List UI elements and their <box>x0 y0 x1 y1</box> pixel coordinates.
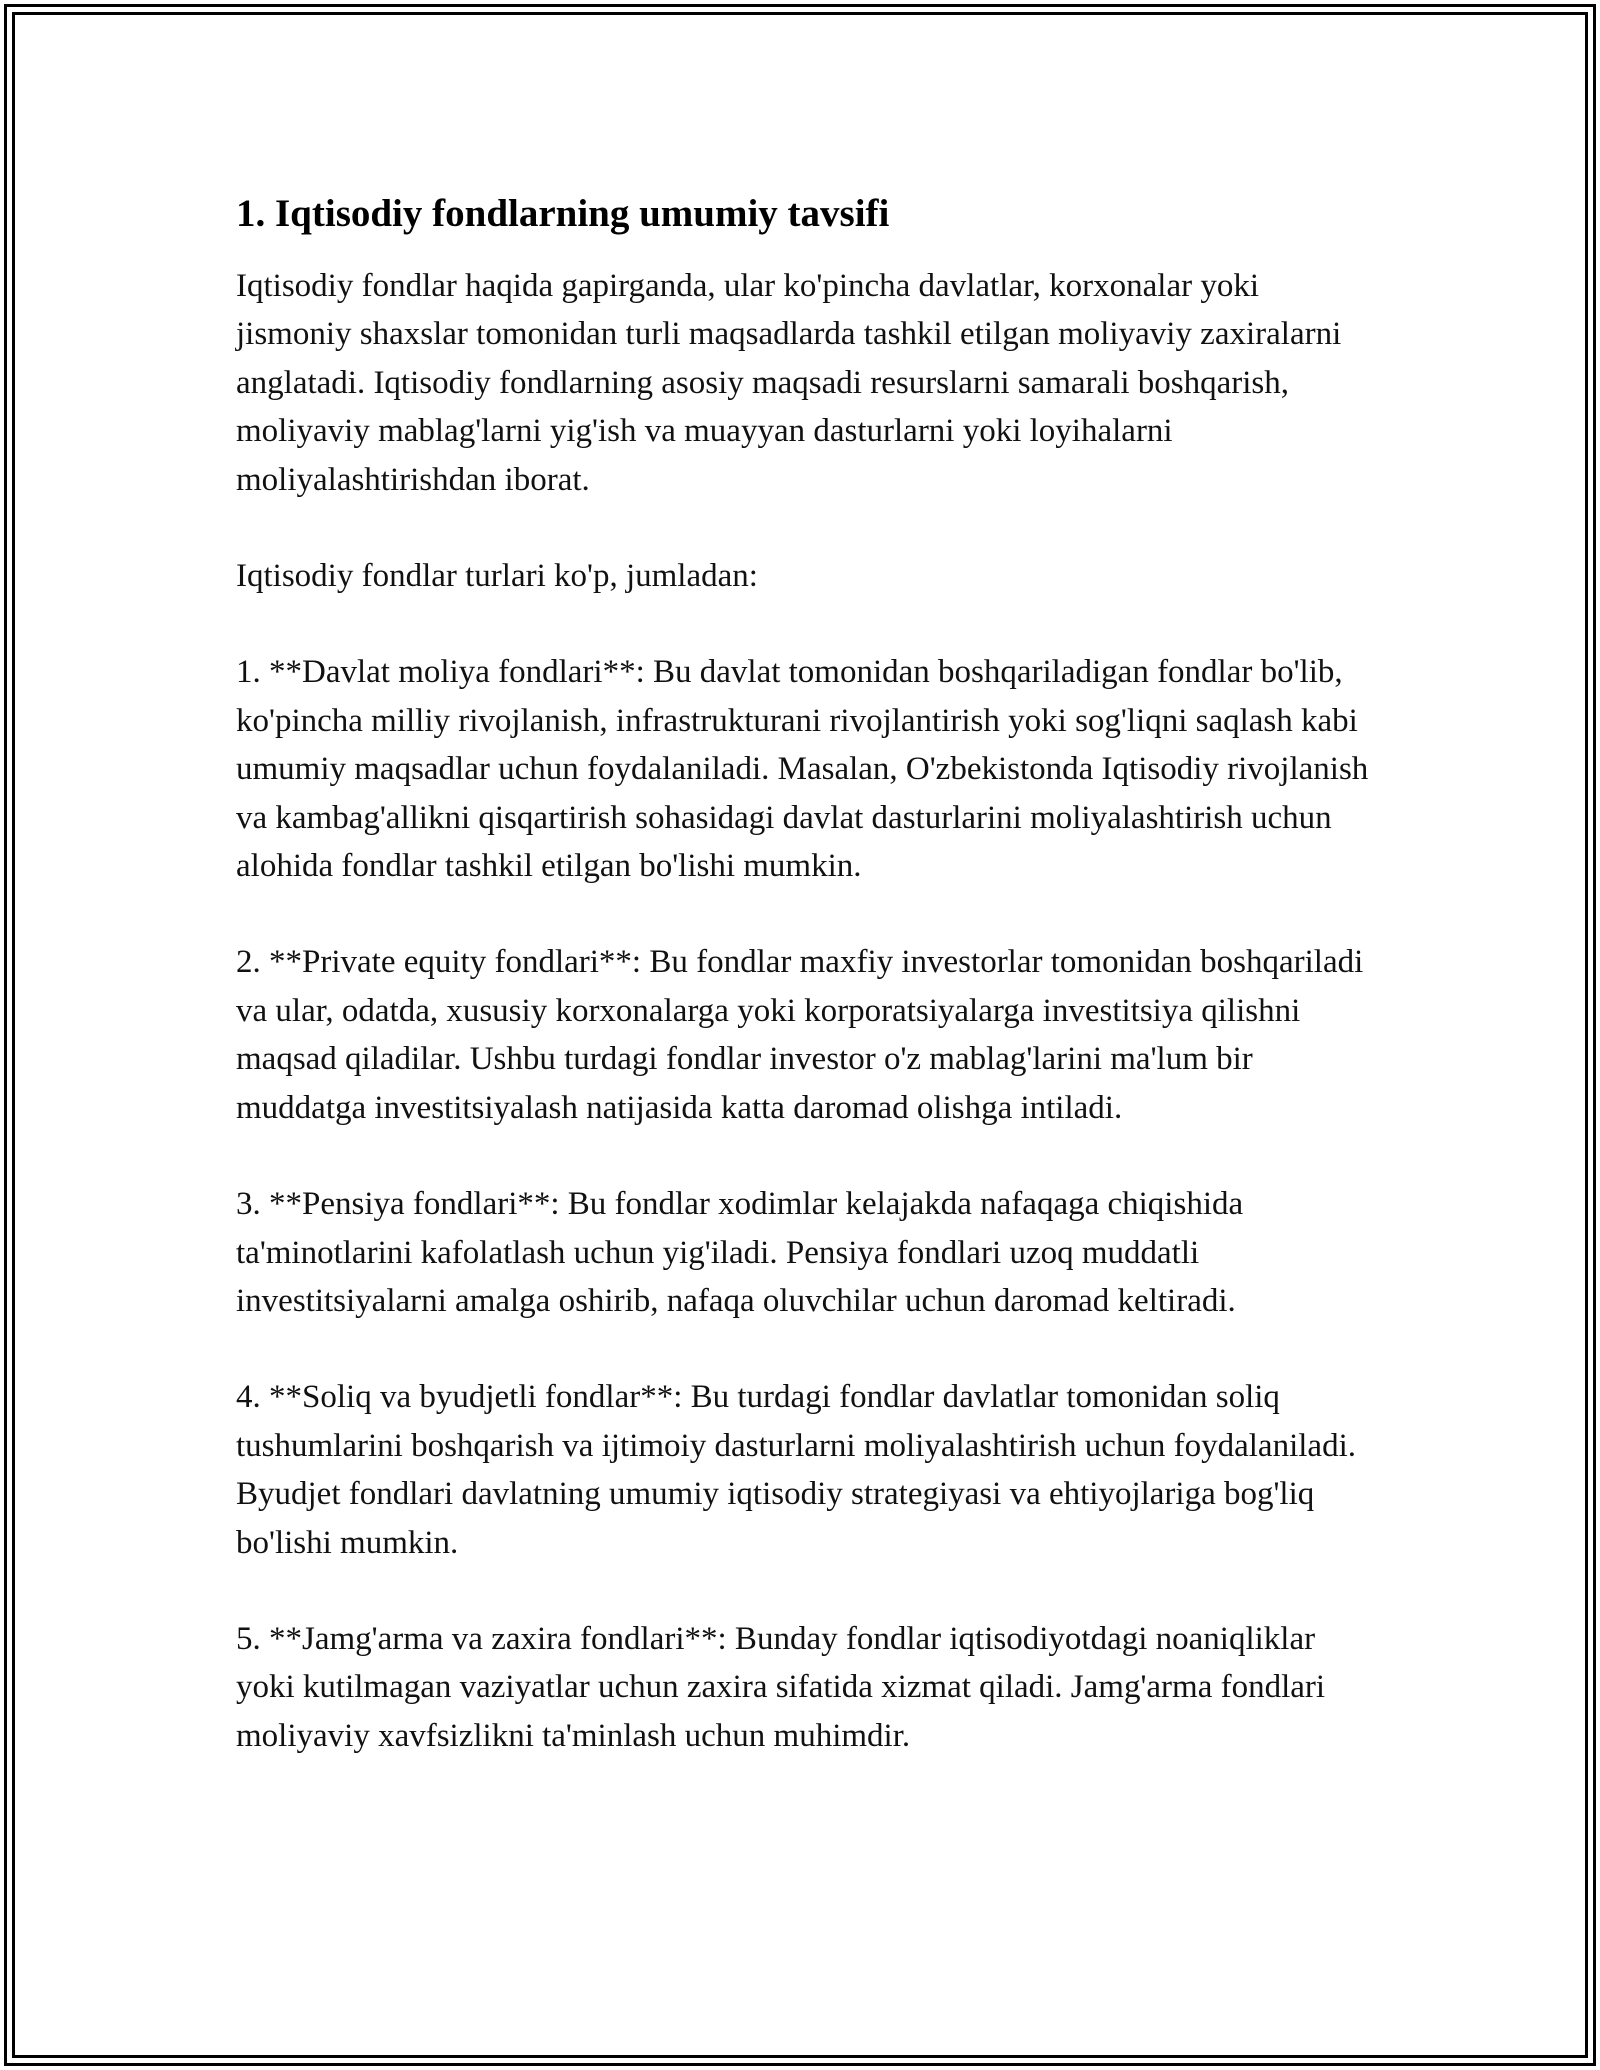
list-item-tax-budget-funds: 4. **Soliq va byudjetli fondlar**: Bu turdagi fondlar davlatlar tomonidan soliq tushumlarini boshqarish va ijtimoiy dasturlarni moliyalashtirish uchun foydalaniladi. Byudjet fondlari davlatning umumiy iqtisodiy strategiyasi va ehtiyojlariga bog'liq bo'lishi mumkin. <box>236 1379 1356 1561</box>
list-item-pension-funds: 3. **Pensiya fondlari**: Bu fondlar xodimlar kelajakda nafaqaga chiqishida ta'minotlarini kafolatlash uchun yig'iladi. Pensiya fondlari uzoq muddatli investitsiyalarni amalga oshirib, nafaqa oluvchilar uchun daromad keltiradi. <box>236 1186 1244 1319</box>
list-item-reserve-funds: 5. **Jamg'arma va zaxira fondlari**: Bunday fondlar iqtisodiyotdagi noaniqliklar yoki kutilmagan vaziyatlar uchun zaxira sifatida xizmat qiladi. Jamg'arma fondlari moliyaviy xavfsizlikni ta'minlash uchun muhimdir. <box>236 1620 1326 1754</box>
list-item-state-funds: 1. **Davlat moliya fondlari**: Bu davlat tomonidan boshqariladigan fondlar bo'lib, ko'pincha milliy rivojlanish, infrastrukturani rivojlantirish yoki sog'liqni saqlash kabi umumiy maqsadlar uchun foydalaniladi. Masalan, O'zbekistonda Iqtisodiy rivojlanish va kambag'allikni qisqartirish sohasidagi davlat dasturlarini moliyalashtirish uchun alohida fondlar tashkil etilgan bo'lishi mumkin. <box>236 654 1369 885</box>
paragraph-intro: Iqtisodiy fondlar haqida gapirganda, ular ko'pincha davlatlar, korxonalar yoki jismoniy shaxslar tomonidan turli maqsadlarda tashkil etilgan moliyaviy zaxiralarni anglatadi. Iqtisodiy fondlarning asosiy maqsadi resurslarni samarali boshqarish, moliyaviy mablag'larni yig'ish va muayyan dasturlarni yoki loyihalarni moliyalashtirishdan iborat. <box>236 268 1342 498</box>
page-title: 1. Iqtisodiy fondlarning umumiy tavsifi <box>236 192 890 235</box>
document-body <box>236 188 1376 1808</box>
paragraph-types-intro: Iqtisodiy fondlar turlari ko'p, jumladan: <box>236 558 758 595</box>
list-item-private-equity: 2. **Private equity fondlari**: Bu fondlar maxfiy investorlar tomonidan boshqariladi va ular, odatda, xususiy korxonalarga yoki korporatsiyalarga investitsiya qilishni maqsad qiladilar. Ushbu turdagi fondlar investor o'z mablag'larini ma'lum bir muddatga investitsiyalash natijasida katta daromad olishga intiladi. <box>236 944 1364 1126</box>
